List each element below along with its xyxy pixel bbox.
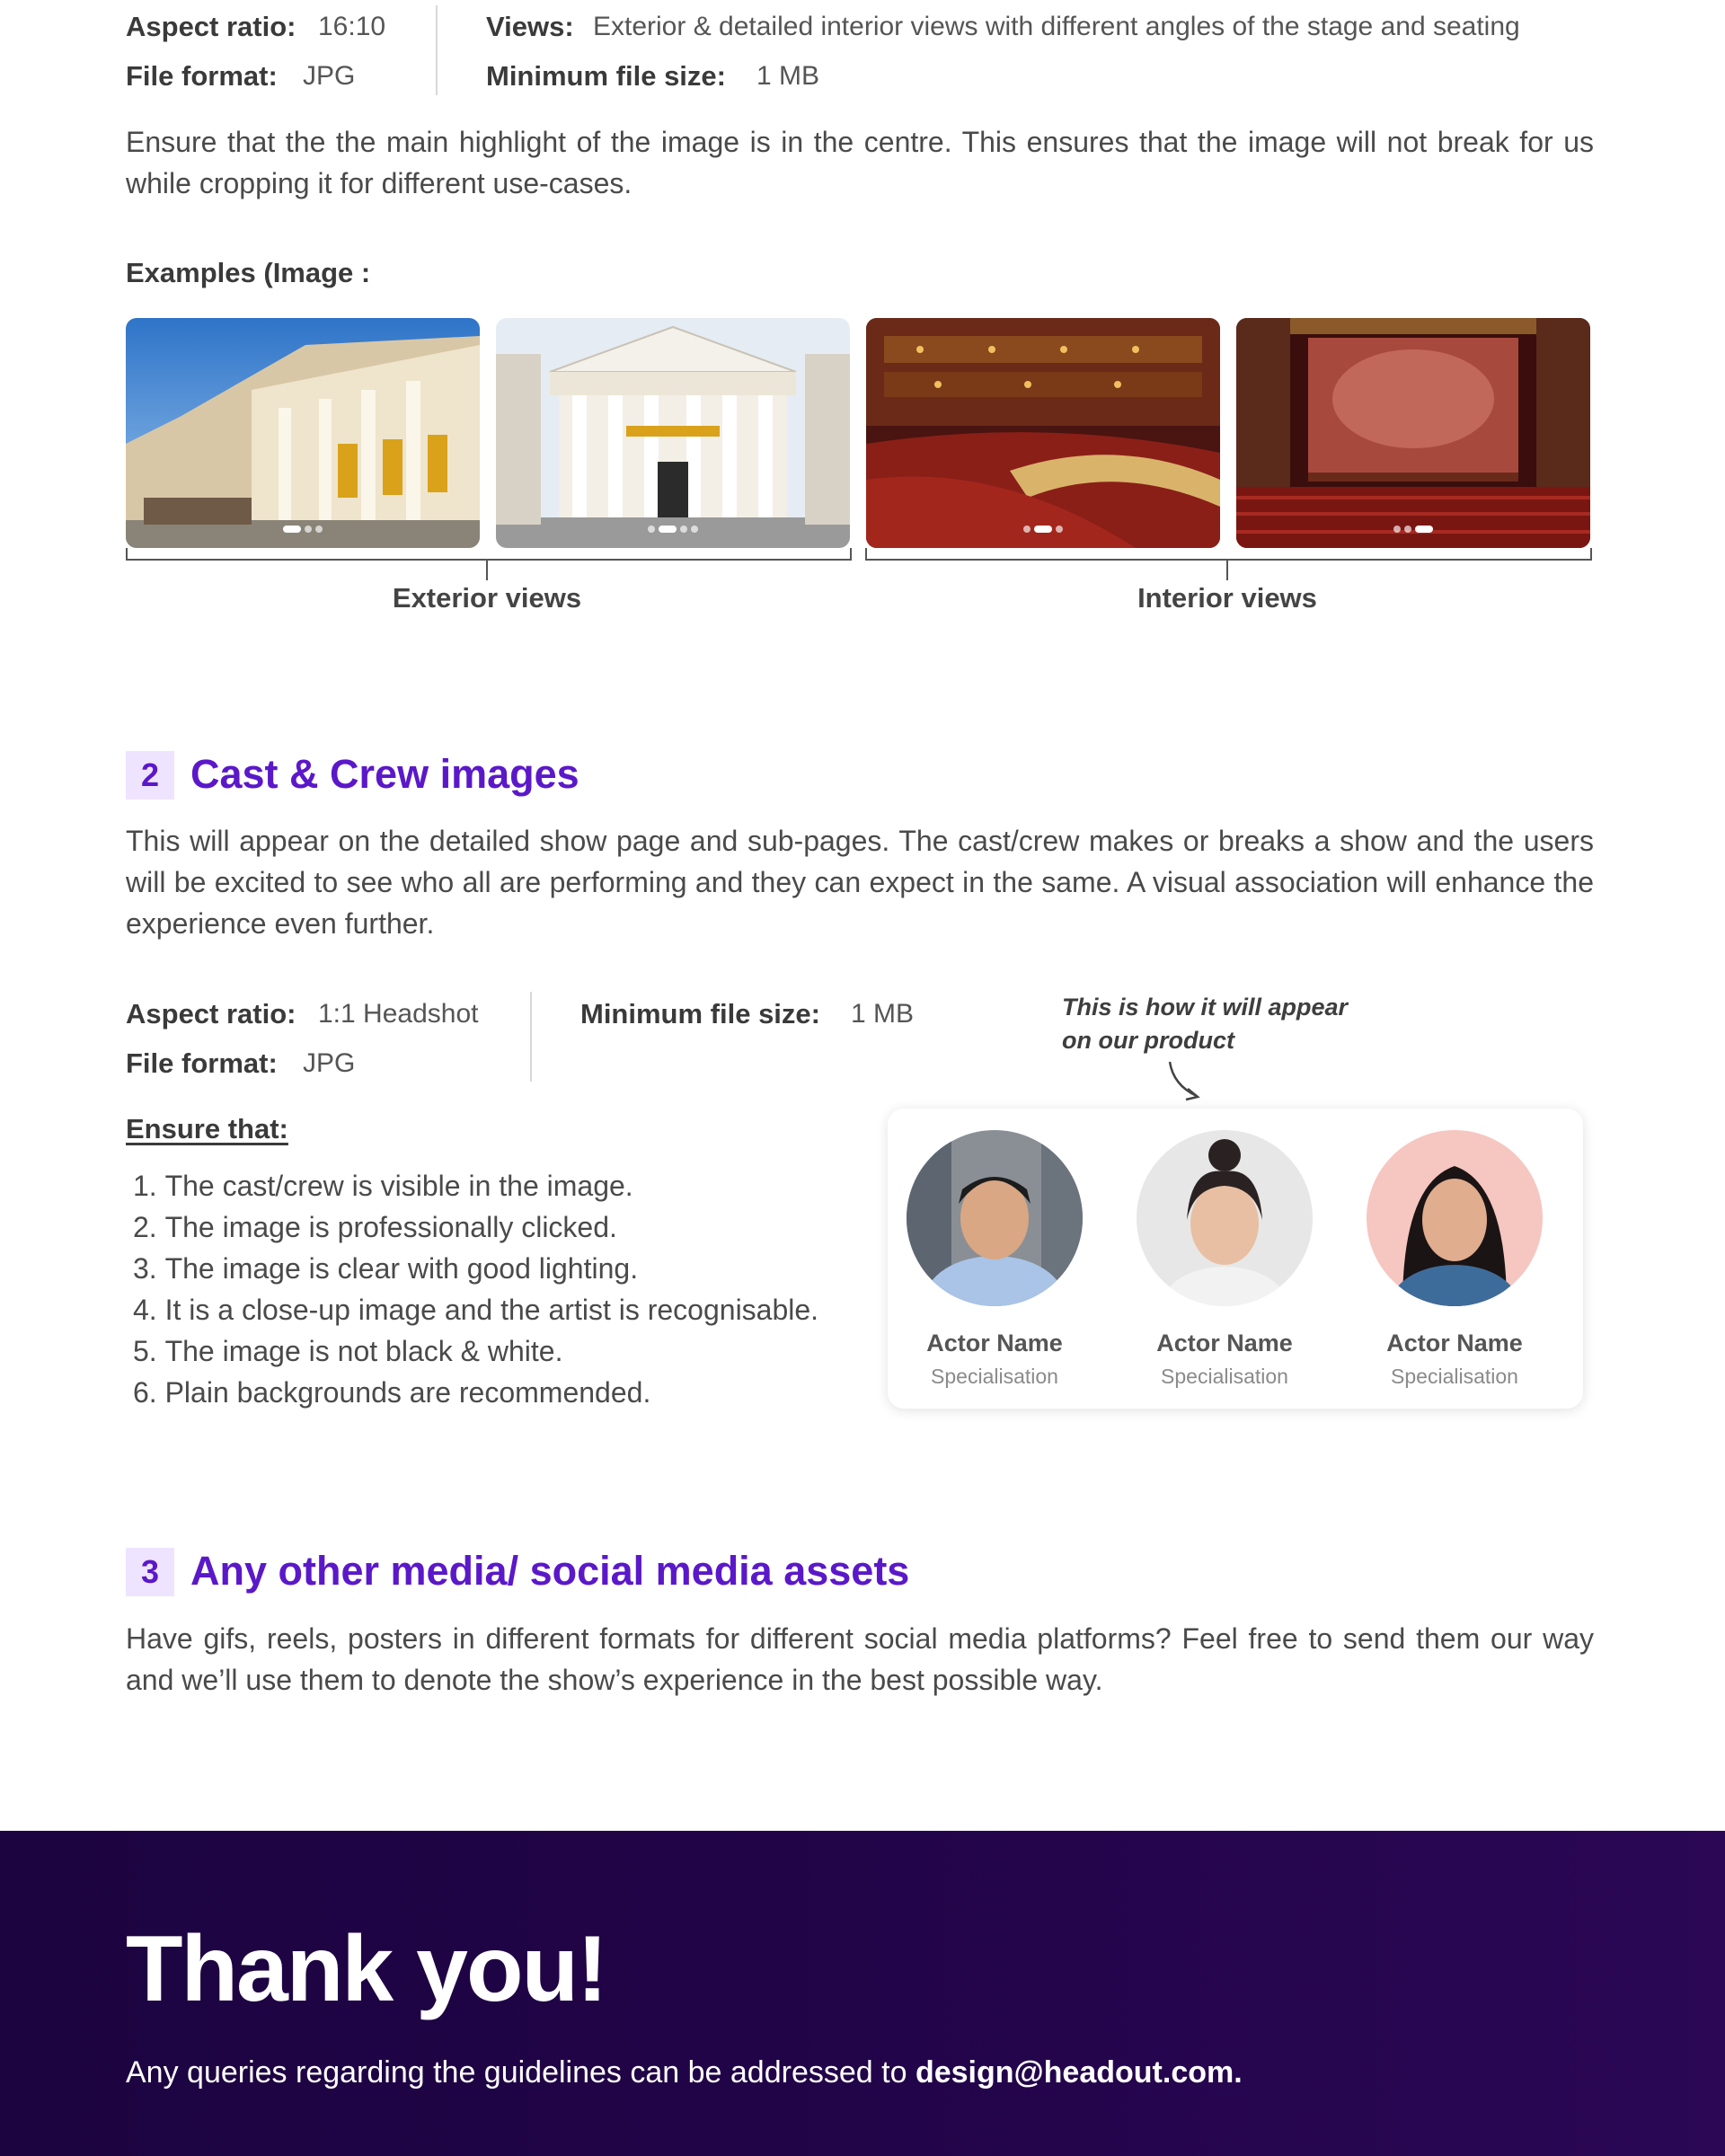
- carousel-dots: [1236, 521, 1590, 537]
- interior-photo-1: [866, 318, 1220, 548]
- examples-label: Examples (Image :: [126, 257, 371, 288]
- exterior-photo-1: [126, 318, 480, 548]
- aspect-ratio-value: 16:10: [318, 12, 386, 41]
- footer: [0, 1831, 1725, 2156]
- curved-arrow-icon: [1164, 1058, 1206, 1101]
- interior-photo-2: [1236, 318, 1590, 548]
- list-item: 6. Plain backgrounds are recommended.: [133, 1376, 651, 1409]
- centre-highlight-note: Ensure that the the main highlight of the image is in the centre. This ensures that the image will not break for us while cropping it for different use-cases.: [126, 126, 1594, 199]
- min-size-value: 1 MB: [851, 999, 915, 1029]
- list-item: 1. The cast/crew is visible in the image.: [133, 1170, 633, 1202]
- ensure-heading: Ensure that:: [126, 1113, 288, 1144]
- spec-divider: [436, 5, 438, 95]
- avatar: [1137, 1130, 1313, 1306]
- thank-you-title: Thank you!: [126, 1917, 606, 2021]
- cast-preview-card: [888, 1109, 1583, 1409]
- aspect-ratio-label: Aspect ratio:: [126, 11, 296, 42]
- list-item: 5. The image is not black & white.: [133, 1335, 563, 1367]
- section-number-badge: 2: [126, 751, 174, 800]
- actor-specialisation: Specialisation: [1161, 1365, 1288, 1388]
- ensure-list: [133, 1165, 818, 1413]
- section-number-badge: 3: [126, 1548, 174, 1596]
- file-format-label: File format:: [126, 60, 278, 92]
- file-format-label: File format:: [126, 1047, 278, 1079]
- actor-name: Actor Name: [1156, 1330, 1293, 1356]
- preview-annotation: This is how it will appear on our product: [1062, 994, 1349, 1054]
- section-description: Have gifs, reels, posters in different formats for different social media platforms? Feel free to send them our way and we’ll use them to denote the show’s experience in the best possible way.: [126, 1622, 1594, 1696]
- exterior-bracket-tick: [486, 561, 488, 580]
- carousel-dots: [866, 521, 1220, 537]
- file-format-value: JPG: [303, 61, 356, 91]
- min-size-label: Minimum file size:: [580, 998, 820, 1029]
- interior-bracket: [865, 548, 1592, 561]
- list-item: 4. It is a close-up image and the artist is recognisable.: [133, 1294, 819, 1326]
- aspect-ratio-value: 1:1 Headshot: [318, 999, 479, 1029]
- actor-name: Actor Name: [926, 1330, 1063, 1356]
- views-value: Exterior & detailed interior views with different angles of the stage and seating: [593, 12, 1520, 41]
- avatar: [1367, 1130, 1543, 1306]
- contact-email-link[interactable]: design@headout.com.: [915, 2055, 1243, 2090]
- section-title: Any other media/ social media assets: [190, 1548, 910, 1594]
- min-size-value: 1 MB: [756, 61, 820, 91]
- views-label: Views:: [486, 11, 574, 42]
- actor-specialisation: Specialisation: [931, 1365, 1058, 1388]
- interior-views-label: Interior views: [1137, 582, 1317, 614]
- exterior-photo-2: [496, 318, 850, 548]
- carousel-dots: [496, 521, 850, 537]
- list-item: 3. The image is clear with good lighting.: [133, 1252, 639, 1285]
- actor-specialisation: Specialisation: [1391, 1365, 1518, 1388]
- exterior-views-label: Exterior views: [392, 582, 582, 614]
- interior-bracket-tick: [1226, 561, 1228, 580]
- section-title: Cast & Crew images: [190, 751, 579, 797]
- list-item: 2. The image is professionally clicked.: [133, 1211, 617, 1243]
- contact-text: Any queries regarding the guidelines can be addressed to: [126, 2055, 907, 2090]
- exterior-bracket: [126, 548, 852, 561]
- carousel-dots: [126, 521, 480, 537]
- contact-line: [126, 2055, 1243, 2090]
- avatar: [907, 1130, 1083, 1306]
- actor-name: Actor Name: [1386, 1330, 1523, 1356]
- file-format-value: JPG: [303, 1048, 356, 1078]
- section-description: This will appear on the detailed show page and sub-pages. The cast/crew makes or breaks a show and the users will be excited to see who all are performing and they can expect in the same. A visual association will enhance the experience even further.: [126, 825, 1594, 940]
- spec-divider: [530, 992, 532, 1082]
- aspect-ratio-label: Aspect ratio:: [126, 998, 296, 1029]
- min-size-label: Minimum file size:: [486, 60, 726, 92]
